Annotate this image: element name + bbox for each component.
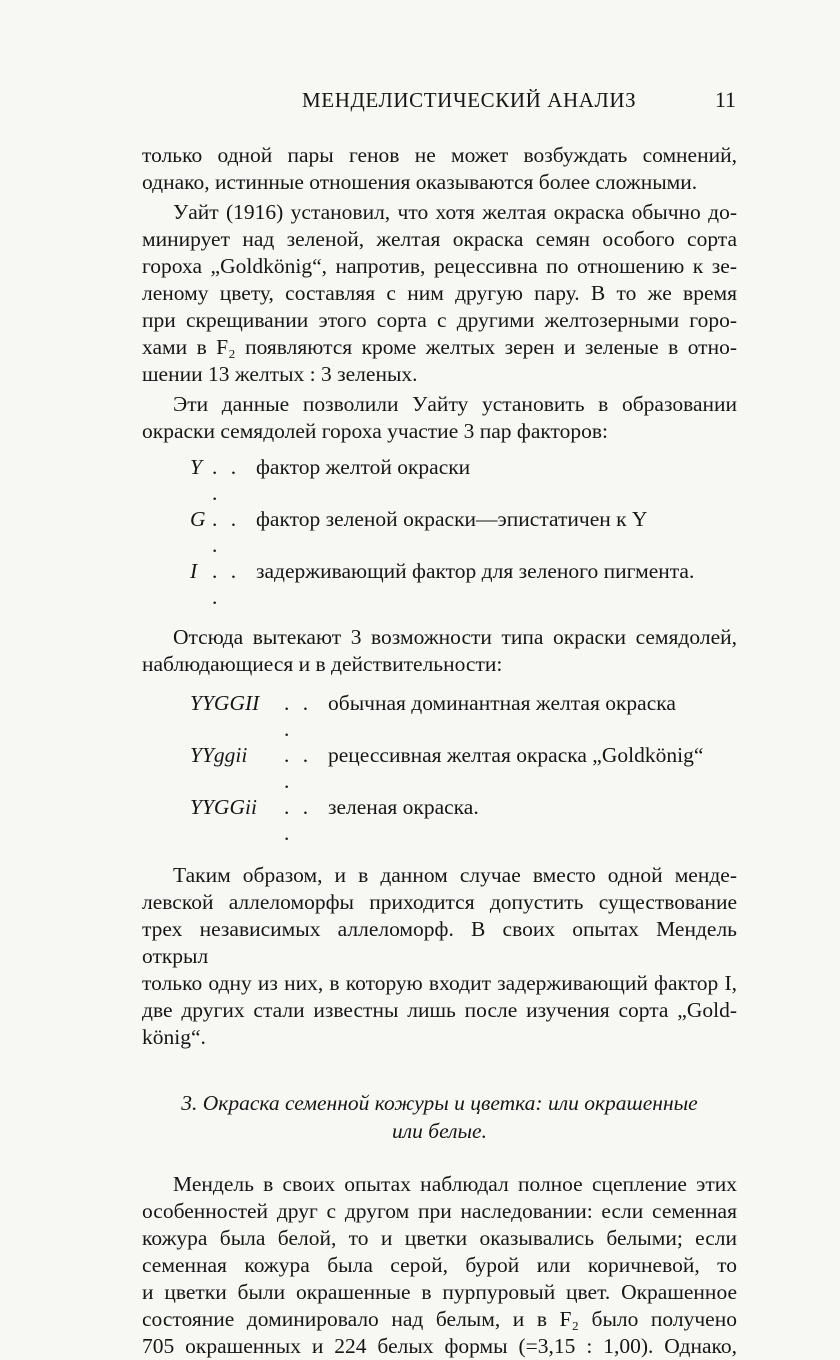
factor-description: задерживающий фактор для зеленого пигмента. (256, 559, 695, 583)
factor-symbol: Y (190, 455, 202, 479)
text-line: шении 13 желтых : 3 зеленых. (142, 362, 418, 386)
text-line: при скрещивании этого сорта с другими желтозерными горо- (142, 308, 737, 332)
page-number: 11 (714, 87, 736, 112)
text-line: кожура была белой, то и цветки оказывались белыми; если (142, 1226, 737, 1250)
section-heading-line: 3. Окраска семенной кожуры и цветка: или окрашенные (181, 1091, 698, 1115)
genotype-description: зеленая окраска. (328, 795, 479, 819)
paragraph-conclusion (142, 862, 737, 1051)
section-heading-line: или белые. (392, 1119, 487, 1143)
leader-dots: . . . (284, 691, 313, 741)
text-line: окраски семядолей гороха участие 3 пар факторов: (142, 419, 609, 443)
paragraph-continuation (142, 142, 737, 196)
genotype-description: рецессивная желтая окраска „Goldkönig“ (328, 743, 704, 767)
text-line: Таким образом, и в данном случае вместо одной менде- (173, 863, 737, 887)
leader-dots: . . . (212, 507, 241, 557)
factor-list (190, 454, 737, 610)
leader-dots: . . . (284, 743, 313, 793)
page-header (142, 88, 740, 118)
text-line: гороха „Goldkönig“, напротив, рецессивна по отношению к зе- (142, 254, 737, 278)
text-line: только одну из них, в которую входит задерживающий фактор I, (142, 971, 737, 995)
text-line: только одной пары генов не может возбуждать сомнений, (142, 143, 737, 167)
text-line: и цветки были окрашенные в пурпуровый цвет. Окрашенное (142, 1280, 737, 1304)
factor-row (190, 454, 737, 506)
factor-symbol: I (190, 559, 198, 583)
factor-row (190, 506, 737, 558)
text-line: Отсюда вытекают 3 возможности типа окраски семядолей, (173, 625, 737, 649)
text-line: Эти данные позволили Уайту установить в образовании (173, 392, 737, 416)
genotype-symbol: YYGGII (190, 691, 260, 715)
text-line: könig“. (142, 1025, 206, 1049)
factor-description: фактор зеленой окраски—эпистатичен к Y (256, 507, 648, 531)
text-line: Мендель в своих опытах наблюдал полное сцепление этих (173, 1172, 737, 1196)
paragraph-white-1916 (142, 199, 737, 388)
text-line: наблюдающиеся и в действительности: (142, 652, 503, 676)
text-line: однако, истинные отношения оказываются более сложными. (142, 170, 698, 194)
genotype-list (190, 690, 737, 846)
paragraph-factors-intro (142, 391, 737, 445)
leader-dots: . . . (212, 559, 241, 609)
genotype-row (190, 690, 737, 742)
factor-row (190, 558, 737, 610)
genotype-row (190, 794, 737, 846)
text-line: особенностей друг с другом при наследовании: если семенная (142, 1199, 737, 1223)
text-line: две других стали известны лишь после изучения сорта „Gold- (142, 998, 737, 1022)
text-line: минирует над зеленой, желтая окраска семян особого сорта (142, 227, 737, 251)
paragraph-mendel-linkage (142, 1171, 737, 1360)
text-line: 705 окрашенных и 224 белых формы (=3,15 : 1,00). Однако, (142, 1334, 737, 1358)
genotype-symbol: YYggii (190, 743, 248, 767)
paragraph-possibilities (142, 624, 737, 678)
genotype-symbol: YYGGii (190, 795, 257, 819)
text-line: семенная кожура была серой, бурой или коричневой, то (142, 1253, 737, 1277)
leader-dots: . . . (212, 455, 241, 505)
section-heading (142, 1089, 737, 1145)
genotype-description: обычная доминантная желтая окраска (328, 691, 676, 715)
text-line: трех независимых аллеломорф. В своих опытах Мендель открыл (142, 917, 737, 968)
text-line: состояние доминировало над белым, и в F₂ было получено (142, 1307, 737, 1331)
page-body (142, 142, 737, 1360)
leader-dots: . . . (284, 795, 313, 845)
text-line: леному цвету, составляя с ним другую пару. В то же время (142, 281, 737, 305)
factor-symbol: G (190, 507, 206, 531)
running-title: МЕНДЕЛИСТИЧЕСКИЙ АНАЛИЗ (302, 88, 637, 112)
genotype-row (190, 742, 737, 794)
text-line: хами в F₂ появляются кроме желтых зерен и зеленые в отно- (142, 335, 737, 359)
text-line: Уайт (1916) установил, что хотя желтая окраска обычно до- (173, 200, 737, 224)
text-line: левской аллеломорфы приходится допустить существование (142, 890, 737, 914)
factor-description: фактор желтой окраски (256, 455, 471, 479)
